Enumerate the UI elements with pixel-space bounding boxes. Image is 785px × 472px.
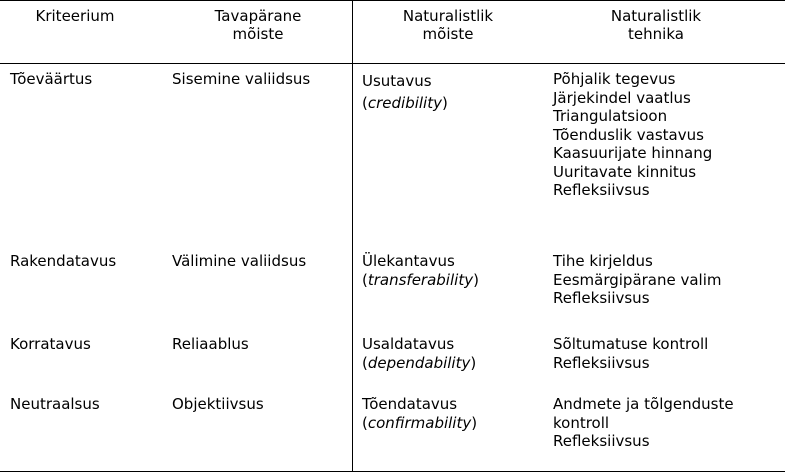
technique-item: Põhjalik tegevus (553, 70, 676, 88)
technique-item: Järjekindel vaatlus (553, 88, 691, 107)
row3-conventional: Reliaablus (172, 335, 249, 353)
row1-techniques (553, 70, 712, 200)
row3-criterion: Korratavus (10, 335, 91, 353)
header-naturalistlik-moiste (388, 7, 508, 43)
row2-conventional: Välimine valiidsus (172, 252, 307, 270)
header-naturalistlik-tehnika (596, 7, 716, 43)
header-col2-line2: mõiste (232, 25, 284, 43)
technique-item: Refleksiivsus (553, 289, 650, 307)
row2-term-en: (transferability) (362, 270, 479, 289)
row3-naturalistic-term (362, 335, 476, 372)
row4-conventional: Objektiivsus (172, 395, 264, 413)
top-border (0, 0, 785, 1)
technique-item: Tõenduslik vastavus (553, 125, 704, 144)
row4-term-en: (confirmability) (362, 413, 478, 432)
row4-criterion: Neutraalsus (10, 395, 100, 413)
technique-item: Refleksiivsus (553, 432, 650, 450)
column-divider (352, 0, 353, 472)
technique-item: Sõltumatuse kontroll (553, 335, 709, 353)
header-col4-line2: tehnika (628, 25, 684, 43)
technique-item: Uuritavate kinnitus (553, 162, 697, 181)
row2-techniques (553, 252, 722, 308)
row2-term: Ülekantavus (362, 252, 455, 270)
header-kriteerium: Kriteerium (35, 7, 115, 25)
header-col3-line2: mõiste (422, 25, 474, 43)
technique-item: Eesmärgipärane valim (553, 270, 722, 289)
row4-techniques (553, 395, 734, 451)
row3-techniques (553, 335, 708, 372)
row1-conventional: Sisemine valiidsus (172, 70, 311, 88)
row2-criterion: Rakendatavus (10, 252, 117, 270)
row1-term-en: (credibility) (362, 94, 448, 112)
row3-term: Usaldatavus (362, 335, 455, 353)
technique-item: Refleksiivsus (553, 181, 650, 199)
row2-naturalistic-term (362, 252, 479, 289)
header-col2-line1: Tavapärane (214, 7, 302, 25)
header-col3-line1: Naturalistlik (402, 7, 494, 25)
row4-naturalistic-term (362, 395, 477, 432)
row3-term-en: (dependability) (362, 353, 477, 372)
row1-term: Usutavus (362, 72, 432, 90)
header-tavaparane-moiste (198, 7, 318, 43)
technique-item: Andmete ja tõlgenduste (553, 395, 734, 413)
technique-item: kontroll (553, 413, 610, 432)
technique-item: Tihe kirjeldus (553, 252, 653, 270)
header-divider (0, 63, 785, 64)
header-col4-line1: Naturalistlik (610, 7, 702, 25)
row4-term: Tõendatavus (362, 395, 458, 413)
technique-item: Triangulatsioon (553, 107, 668, 125)
row1-naturalistic-term (362, 70, 448, 114)
row1-criterion: Tõeväärtus (10, 70, 93, 88)
technique-item: Refleksiivsus (553, 353, 650, 372)
technique-item: Kaasuurijate hinnang (553, 144, 713, 162)
